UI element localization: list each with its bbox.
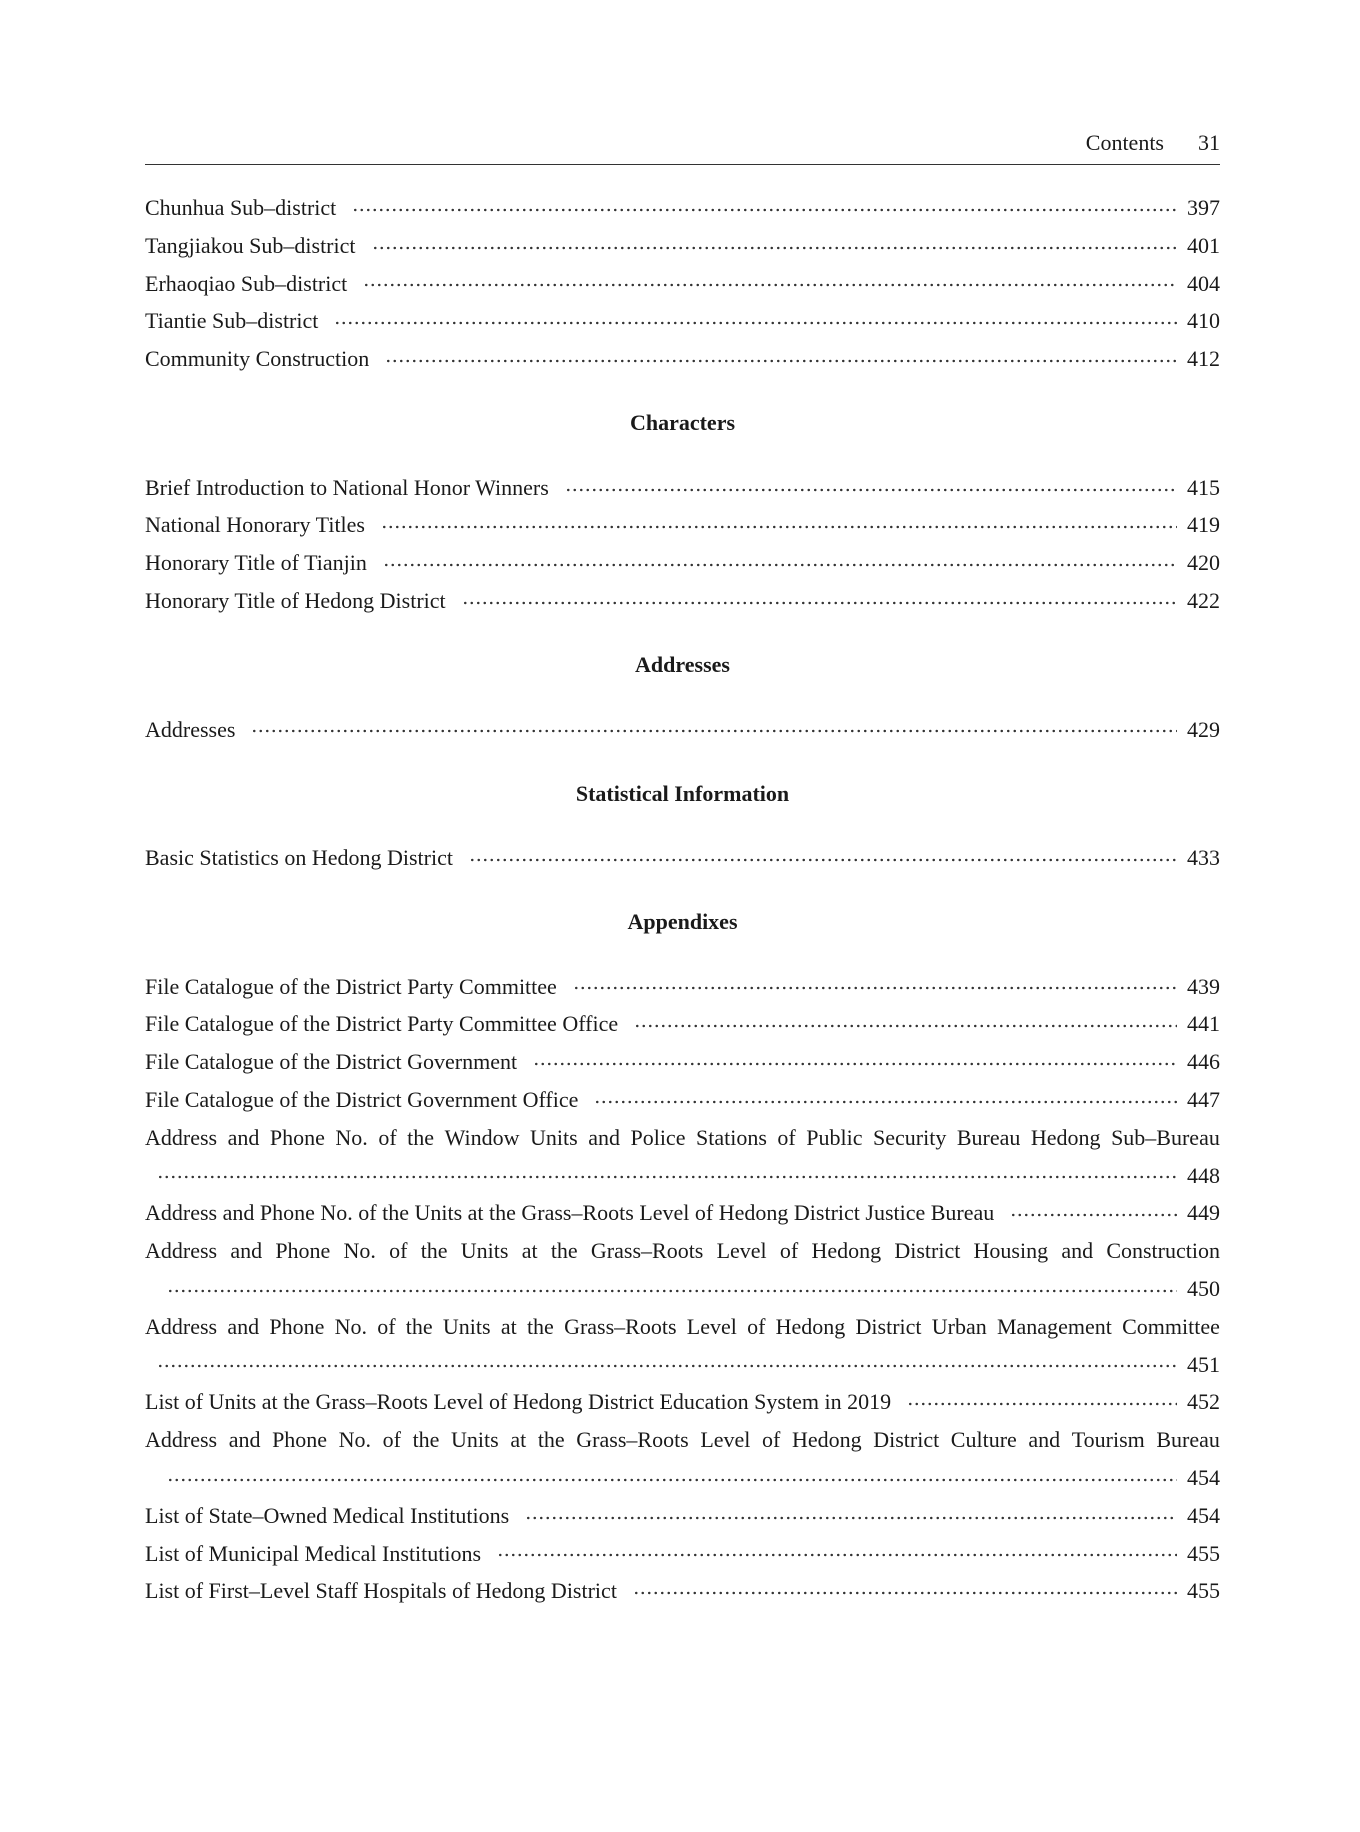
toc-entry[interactable] [145, 227, 1220, 265]
toc-entry[interactable] [145, 544, 1220, 582]
dot-leader [381, 525, 1177, 529]
entry-page-number: 451 [1187, 1351, 1220, 1377]
toc-entry[interactable] [145, 1043, 1220, 1081]
entry-word: Phone [269, 1124, 325, 1150]
entry-page-number: 441 [1187, 1011, 1220, 1037]
entry-word: the [550, 1238, 578, 1264]
dot-leader [634, 1024, 1177, 1028]
entry-word: Sub–Bureau [1111, 1124, 1220, 1150]
entry-word: Management [996, 1313, 1112, 1339]
entry-page-number: 448 [1187, 1162, 1220, 1188]
toc-entry-line[interactable] [145, 1421, 1220, 1459]
entry-title: Address and Phone No. of the Units at the Grass–Roots Level of Hedong District Justice Bureau [145, 1200, 995, 1226]
entry-word: of [389, 1238, 408, 1264]
entry-word: Address [145, 1427, 218, 1453]
toc-entry[interactable] [145, 1005, 1220, 1043]
toc-entry-line[interactable] [145, 1308, 1220, 1346]
entry-page-number: 454 [1187, 1502, 1220, 1528]
entry-word: the [412, 1427, 440, 1453]
entry-word: Hedong [791, 1427, 862, 1453]
entry-page-number: 433 [1187, 845, 1220, 871]
entry-title: List of Units at the Grass–Roots Level of Hedong District Education System in 2019 [145, 1389, 892, 1415]
spacer [145, 378, 1220, 404]
toc-entry[interactable] [145, 1572, 1220, 1610]
toc-entry[interactable] [145, 839, 1220, 877]
toc-entry[interactable] [145, 340, 1220, 378]
spacer [145, 748, 1220, 774]
dot-leader [363, 283, 1177, 287]
entry-word: Grass–Roots [576, 1427, 689, 1453]
toc-entry[interactable] [145, 189, 1220, 227]
entry-word: Level [716, 1238, 767, 1264]
entry-word: Hedong [1030, 1124, 1101, 1150]
entry-title: Tangjiakou Sub–district [145, 232, 356, 258]
toc-entry[interactable] [145, 968, 1220, 1006]
entry-title: Basic Statistics on Hedong District [145, 845, 453, 871]
dot-leader [533, 1062, 1177, 1066]
entry-word: Construction [1106, 1238, 1220, 1264]
entry-title: List of First–Level Staff Hospitals of Hedong District [145, 1578, 617, 1604]
entry-word: Address [145, 1313, 218, 1339]
entry-word: at [521, 1238, 538, 1264]
entry-word: Hedong [811, 1238, 882, 1264]
dot-leader [594, 1100, 1177, 1104]
dot-leader [462, 601, 1177, 605]
entry-title: Brief Introduction to National Honor Winners [145, 474, 549, 500]
entry-word: Address [145, 1238, 218, 1264]
dot-leader [1010, 1213, 1177, 1217]
entry-word: Address [145, 1124, 218, 1150]
entry-word: Units [529, 1124, 578, 1150]
dot-leader [251, 729, 1177, 733]
entry-word: of [777, 1124, 796, 1150]
spacer [145, 684, 1220, 710]
dot-leader [573, 986, 1177, 990]
section-title: Appendixes [627, 909, 738, 935]
spacer [145, 620, 1220, 646]
header-label: Contents [1085, 130, 1164, 155]
entry-word: the [526, 1313, 554, 1339]
entry-page-number: 455 [1187, 1578, 1220, 1604]
entry-word: Committee [1122, 1313, 1220, 1339]
dot-leader [525, 1516, 1177, 1520]
entry-page-number: 404 [1187, 270, 1220, 296]
entry-word: of [382, 1427, 401, 1453]
dot-leader [469, 858, 1177, 862]
entry-word: Tourism [1071, 1427, 1145, 1453]
toc-entry[interactable] [145, 1194, 1220, 1232]
table-of-contents [145, 189, 1220, 1610]
entry-word: Level [686, 1313, 737, 1339]
entry-page-number: 420 [1187, 550, 1220, 576]
entry-word: Window [444, 1124, 520, 1150]
entry-word: Phone [269, 1313, 325, 1339]
spacer [145, 941, 1220, 967]
entry-word: No. [334, 1313, 367, 1339]
entry-word: at [500, 1313, 517, 1339]
toc-entry[interactable] [145, 265, 1220, 303]
toc-entry[interactable] [145, 711, 1220, 749]
entry-title: File Catalogue of the District Government [145, 1049, 518, 1075]
entry-word: Units [460, 1238, 509, 1264]
entry-word: of [747, 1313, 766, 1339]
spacer [145, 877, 1220, 903]
dot-leader [157, 1175, 1177, 1179]
entry-word: the [420, 1238, 448, 1264]
entry-page-number: 401 [1187, 232, 1220, 258]
dot-leader [334, 321, 1177, 325]
entry-word: and [1061, 1238, 1094, 1264]
entry-page-number: 429 [1187, 716, 1220, 742]
section-title: Statistical Information [575, 780, 790, 806]
entry-title: Community Construction [145, 346, 370, 372]
toc-entry-line[interactable] [145, 1119, 1220, 1157]
entry-page-number: 447 [1187, 1086, 1220, 1112]
entry-word: of [762, 1427, 781, 1453]
entry-title: File Catalogue of the District Government Office [145, 1086, 579, 1112]
dot-leader [372, 246, 1178, 250]
dot-leader [157, 1364, 1177, 1368]
spacer [145, 813, 1220, 839]
entry-page-number: 419 [1187, 512, 1220, 538]
entry-page-number: 450 [1187, 1275, 1220, 1301]
entry-word: Units [451, 1427, 499, 1453]
entry-word: and [1028, 1427, 1061, 1453]
dot-leader [383, 563, 1177, 567]
entry-word: and [228, 1427, 261, 1453]
entry-page-number: 415 [1187, 474, 1220, 500]
toc-entry-line[interactable] [145, 1232, 1220, 1270]
dot-leader [907, 1402, 1177, 1406]
entry-title: List of Municipal Medical Institutions [145, 1540, 482, 1566]
entry-word: Bureau [1156, 1427, 1220, 1453]
entry-word: Stations [695, 1124, 767, 1150]
entry-word: Hedong [775, 1313, 846, 1339]
entry-page-number: 454 [1187, 1464, 1220, 1490]
dot-leader [497, 1553, 1177, 1557]
toc-entry-continuation[interactable] [145, 1459, 1220, 1497]
dot-leader [385, 359, 1177, 363]
entry-title: Addresses [145, 716, 236, 742]
entry-word: of [378, 1124, 397, 1150]
dot-leader [167, 1289, 1177, 1293]
toc-entry[interactable] [145, 1383, 1220, 1421]
entry-word: of [779, 1238, 799, 1264]
toc-entry[interactable] [145, 1081, 1220, 1119]
entry-word: Level [700, 1427, 751, 1453]
entry-word: Police [630, 1124, 686, 1150]
entry-word: Units [442, 1313, 491, 1339]
entry-word: District [873, 1427, 940, 1453]
entry-page-number: 410 [1187, 308, 1220, 334]
toc-entry[interactable] [145, 1497, 1220, 1535]
spacer [145, 442, 1220, 468]
entry-word: at [510, 1427, 527, 1453]
toc-entry[interactable] [145, 582, 1220, 620]
entry-word: Housing [973, 1238, 1049, 1264]
entry-title: Erhaoqiao Sub–district [145, 270, 348, 296]
entry-word: Grass–Roots [590, 1238, 704, 1264]
entry-word: and [588, 1124, 620, 1150]
entry-word: Grass–Roots [564, 1313, 677, 1339]
toc-entry[interactable] [145, 506, 1220, 544]
toc-entry-continuation[interactable] [145, 1346, 1220, 1384]
entry-word: the [407, 1124, 435, 1150]
entry-word: District [855, 1313, 922, 1339]
toc-entry-continuation[interactable] [145, 1270, 1220, 1308]
header-page-number: 31 [1198, 130, 1220, 155]
toc-entry[interactable] [145, 469, 1220, 507]
entry-title: Chunhua Sub–district [145, 195, 337, 220]
entry-title: Honorary Title of Tianjin [145, 550, 367, 576]
entry-page-number: 449 [1187, 1200, 1220, 1226]
entry-word: the [405, 1313, 433, 1339]
dot-leader [565, 488, 1177, 492]
entry-title: File Catalogue of the District Party Committee [145, 973, 557, 999]
entry-word: Phone [275, 1238, 331, 1264]
toc-entry[interactable] [145, 1535, 1220, 1573]
entry-word: No. [338, 1427, 372, 1453]
entry-word: Urban [931, 1313, 987, 1339]
entry-word: No. [343, 1238, 376, 1264]
entry-word: and [227, 1124, 260, 1150]
entry-page-number: 397 [1187, 195, 1220, 220]
entry-word: No. [335, 1124, 368, 1150]
section-title: Addresses [635, 652, 730, 678]
entry-page-number: 455 [1187, 1540, 1220, 1566]
entry-title: List of State–Owned Medical Institutions [145, 1502, 510, 1528]
entry-word: Phone [272, 1427, 328, 1453]
dot-leader [167, 1478, 1177, 1482]
entry-title: National Honorary Titles [145, 512, 365, 538]
dot-leader [633, 1591, 1177, 1595]
entry-word: Culture [950, 1427, 1017, 1453]
entry-page-number: 422 [1187, 588, 1220, 614]
dot-leader [352, 208, 1177, 212]
entry-title: File Catalogue of the District Party Committee Office [145, 1011, 619, 1037]
entry-page-number: 412 [1187, 346, 1220, 372]
entry-page-number: 452 [1187, 1389, 1220, 1415]
entry-word: Public [806, 1124, 863, 1150]
entry-word: Security [873, 1124, 947, 1150]
entry-page-number: 439 [1187, 973, 1220, 999]
entry-word: Bureau [956, 1124, 1021, 1150]
entry-word: District [894, 1238, 961, 1264]
entry-title: Honorary Title of Hedong District [145, 588, 446, 614]
entry-word: the [537, 1427, 565, 1453]
entry-page-number: 446 [1187, 1049, 1220, 1075]
entry-word: and [227, 1313, 260, 1339]
running-header [145, 130, 1220, 165]
entry-word: of [377, 1313, 396, 1339]
section-title: Characters [629, 410, 736, 436]
entry-title: Tiantie Sub–district [145, 308, 319, 334]
toc-entry-continuation[interactable] [145, 1157, 1220, 1195]
entry-word: and [230, 1238, 263, 1264]
toc-entry[interactable] [145, 302, 1220, 340]
